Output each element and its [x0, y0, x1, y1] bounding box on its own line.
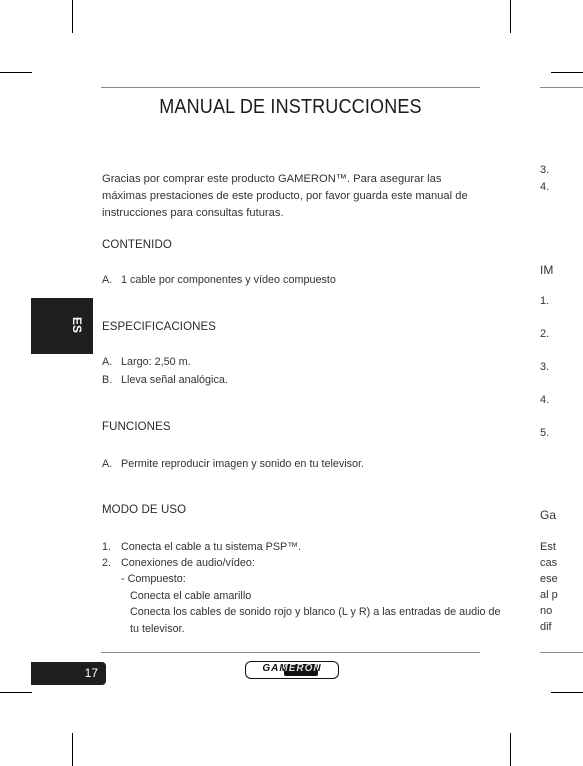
list-item	[102, 539, 487, 555]
right-page-text: ese	[540, 573, 558, 585]
list-text: Conexiones de audio/vídeo:	[121, 557, 255, 569]
page-title: MANUAL DE INSTRUCCIONES	[159, 96, 422, 118]
language-tab	[31, 298, 93, 354]
crop-mark	[551, 692, 583, 693]
list-item	[102, 272, 487, 288]
right-page-text: dif	[540, 621, 552, 633]
crop-mark	[551, 72, 583, 73]
gameron-logo	[245, 661, 339, 679]
crop-mark	[510, 733, 511, 766]
list-text: Lleva señal analógica.	[121, 374, 228, 386]
crop-mark	[72, 0, 73, 33]
right-page-number: 3.	[540, 361, 550, 373]
list-text: Permite reproducir imagen y sonido en tu televisor.	[121, 458, 365, 470]
right-page-footer-rule	[540, 652, 583, 653]
right-page-text: Est	[540, 541, 556, 553]
logo-text: GAMERON	[262, 663, 322, 674]
list-item	[102, 456, 487, 472]
crop-mark	[510, 0, 511, 33]
right-page-number: 3.	[540, 164, 550, 176]
right-page-number: 2.	[540, 328, 550, 340]
list-marker: 2.	[102, 557, 112, 569]
page-number: 17	[84, 666, 98, 680]
right-page-heading: IM	[540, 263, 554, 277]
list-text: 1 cable por componentes y vídeo compuesto	[121, 274, 336, 286]
right-page-text: no	[540, 605, 553, 617]
list-item	[102, 555, 487, 571]
list-text: Conecta el cable a tu sistema PSP™.	[121, 541, 302, 553]
language-tab-label: ES	[69, 316, 84, 334]
list-marker: B.	[102, 374, 113, 386]
crop-mark	[0, 72, 32, 73]
right-page-text: al p	[540, 589, 558, 601]
list-item	[102, 354, 487, 370]
right-page-rule	[540, 87, 583, 88]
header-rule	[101, 87, 480, 88]
list-text: Largo: 2,50 m.	[121, 356, 191, 368]
page-number-box	[31, 662, 106, 685]
right-page-number: 1.	[540, 295, 550, 307]
right-page-number: 4.	[540, 181, 550, 193]
list-marker: A.	[102, 356, 113, 368]
crop-mark	[72, 733, 73, 766]
right-page-text: cas	[540, 557, 558, 569]
section-heading-contenido: CONTENIDO	[102, 239, 172, 251]
list-item	[102, 372, 487, 388]
section-heading-funciones: FUNCIONES	[102, 421, 171, 433]
footer-rule	[101, 652, 480, 653]
intro-paragraph: Gracias por comprar este producto GAMERON™. Para asegurar las máximas prestaciones de este producto, por favor guarda este manual de instrucciones para consultas futuras.	[102, 173, 468, 219]
list-marker: A.	[102, 274, 113, 286]
section-heading-especificaciones: ESPECIFICACIONES	[102, 321, 217, 333]
right-page-number: 4.	[540, 394, 550, 406]
sub-line: Conecta los cables de sonido rojo y blanco (L y R) a las entradas de audio de	[130, 606, 501, 618]
sub-line: Conecta el cable amarillo	[130, 590, 252, 602]
list-marker: A.	[102, 458, 113, 470]
sub-line: tu televisor.	[130, 623, 185, 635]
right-page-heading: Ga	[540, 508, 557, 522]
right-page-number: 5.	[540, 427, 550, 439]
sub-label: - Compuesto:	[121, 573, 186, 585]
crop-mark	[0, 692, 32, 693]
section-heading-modo-de-uso: MODO DE USO	[102, 504, 187, 516]
list-marker: 1.	[102, 541, 112, 553]
